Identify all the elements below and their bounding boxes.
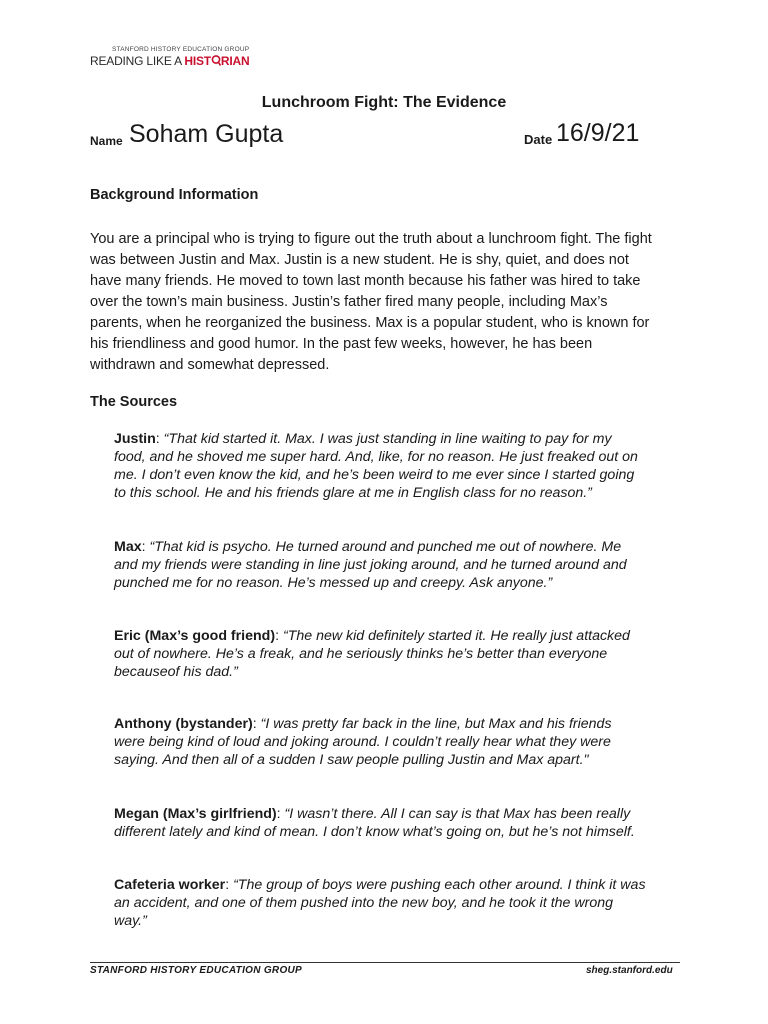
source-quote-line: “That kid is psycho. He turned around and punched me out of nowhere. Me [149, 539, 622, 555]
source-megan: Megan (Max’s girlfriend): “I wasn’t there. All I can say is that Max has been really different lately and kind of mean. I don’t know what’s going on, but he’s not himself. [114, 805, 694, 841]
source-quote-line: different lately and kind of mean. I don’t know what’s going on, but he’s not himself. [114, 824, 635, 840]
background-paragraph [90, 229, 690, 376]
logo-wordmark-plain: READING LIKE A [90, 54, 185, 68]
source-quote-line: “I wasn’t there. All I can say is that Max has been really [284, 806, 631, 822]
source-quote-line: “That kid started it. Max. I was just standing in line waiting to pay for my [163, 431, 612, 447]
background-heading: Background Information [90, 187, 259, 203]
source-quote-line: becauseof his dad.” [114, 664, 238, 680]
sources-heading: The Sources [90, 394, 178, 410]
background-line: his friendliness and good humor. In the past few weeks, however, he has been [90, 336, 593, 352]
source-quote-line: to this school. He and his friends glare at me in English class for no reason.” [114, 485, 592, 501]
source-speaker: Megan (Max’s girlfriend) [114, 806, 277, 822]
date-value: 16/9/21 [556, 119, 640, 147]
background-line: parents, when he reorganized the business. Max is a popular student, who is known for [90, 315, 650, 331]
source-speaker: Justin [114, 431, 156, 447]
source-eric: Eric (Max’s good friend): “The new kid definitely started it. He really just attacked out of nowhere. He’s a freak, and he seriously thinks he’s better than everyone becauseof his dad.” [114, 627, 694, 681]
source-quote-line: me. I don’t even know the kid, and he’s been weird to me ever since I started going [114, 467, 635, 483]
background-line: You are a principal who is trying to figure out the truth about a lunchroom fight. The fight [90, 231, 652, 247]
source-cafeteria-worker: Cafeteria worker: “The group of boys were pushing each other around. I think it was an accident, and one of them pushed into the new boy, and he took it the wrong way.” [114, 876, 694, 930]
name-value: Soham Gupta [129, 120, 284, 148]
source-quote-line: an accident, and one of them pushed into the new boy, and he took it the wrong [114, 895, 614, 911]
source-max: Max: “That kid is psycho. He turned around and punched me out of nowhere. Me and my friends were standing in line just joking around, and he turned around and punched me for no reason. He’s messed up and creepy. Ask anyone.” [114, 538, 694, 592]
source-quote-line: punched me for no reason. He’s messed up and creepy. Ask anyone.” [114, 575, 553, 591]
logo-wordmark-red-1: HIST [184, 54, 211, 68]
background-line: over the town’s main business. Justin’s father fired many people, including Max’s [90, 294, 608, 310]
footer-divider [90, 962, 680, 963]
background-line: withdrawn and somewhat depressed. [90, 357, 330, 373]
source-quote-line: food, and he shoved me super hard. And, like, for no reason. He just freaked out on [114, 449, 638, 465]
name-label: Name [90, 134, 123, 148]
logo-wordmark [90, 54, 249, 68]
page-title: Lunchroom Fight: The Evidence [261, 94, 507, 111]
source-quote-line: and my friends were standing in line just joking around, and he turned around and [114, 557, 627, 573]
source-anthony: Anthony (bystander): “I was pretty far back in the line, but Max and his friends were being kind of loud and joking around. I couldn’t really hear what they were saying. And then all of a sudden I saw people pulling Justin and Max apart." [114, 715, 694, 769]
source-speaker: Cafeteria worker [114, 877, 226, 893]
source-speaker: Anthony (bystander) [114, 716, 253, 732]
source-quote-line: “The group of boys were pushing each other around. I think it was [233, 877, 646, 893]
footer-org: STANFORD HISTORY EDUCATION GROUP [90, 965, 303, 976]
source-quote-line: “I was pretty far back in the line, but Max and his friends [260, 716, 612, 732]
source-quote-line: saying. And then all of a sudden I saw people pulling Justin and Max apart." [114, 752, 589, 768]
background-line: was between Justin and Max. Justin is a new student. He is shy, quiet, and does not [90, 252, 629, 268]
source-quote-line: way.” [114, 913, 147, 929]
logo-tagline: STANFORD HISTORY EDUCATION GROUP [112, 46, 250, 53]
logo-wordmark-red-2: RIAN [220, 54, 250, 68]
source-quote-line: were being kind of loud and joking around. I couldn’t really hear what they were [114, 734, 611, 750]
source-quote-line: “The new kid definitely started it. He really just attacked [282, 628, 630, 644]
footer-url: sheg.stanford.edu [586, 965, 673, 976]
source-speaker: Eric (Max’s good friend) [114, 628, 276, 644]
source-justin: Justin: “That kid started it. Max. I was just standing in line waiting to pay for my food, and he shoved me super hard. And, like, for no reason. He just freaked out on me. I don’t even know the kid, and he’s been weird to me ever since I started going to this school. He and his friends glare at me in English class for no reason.” [114, 430, 694, 502]
source-speaker: Max [114, 539, 142, 555]
sheg-logo [90, 46, 249, 68]
date-label: Date [524, 132, 553, 147]
source-quote-line: out of nowhere. He’s a freak, and he seriously thinks he’s better than everyone [114, 646, 608, 662]
background-line: have many friends. He moved to town last month because his father was hired to take [90, 273, 641, 289]
magnifier-icon [211, 55, 221, 66]
